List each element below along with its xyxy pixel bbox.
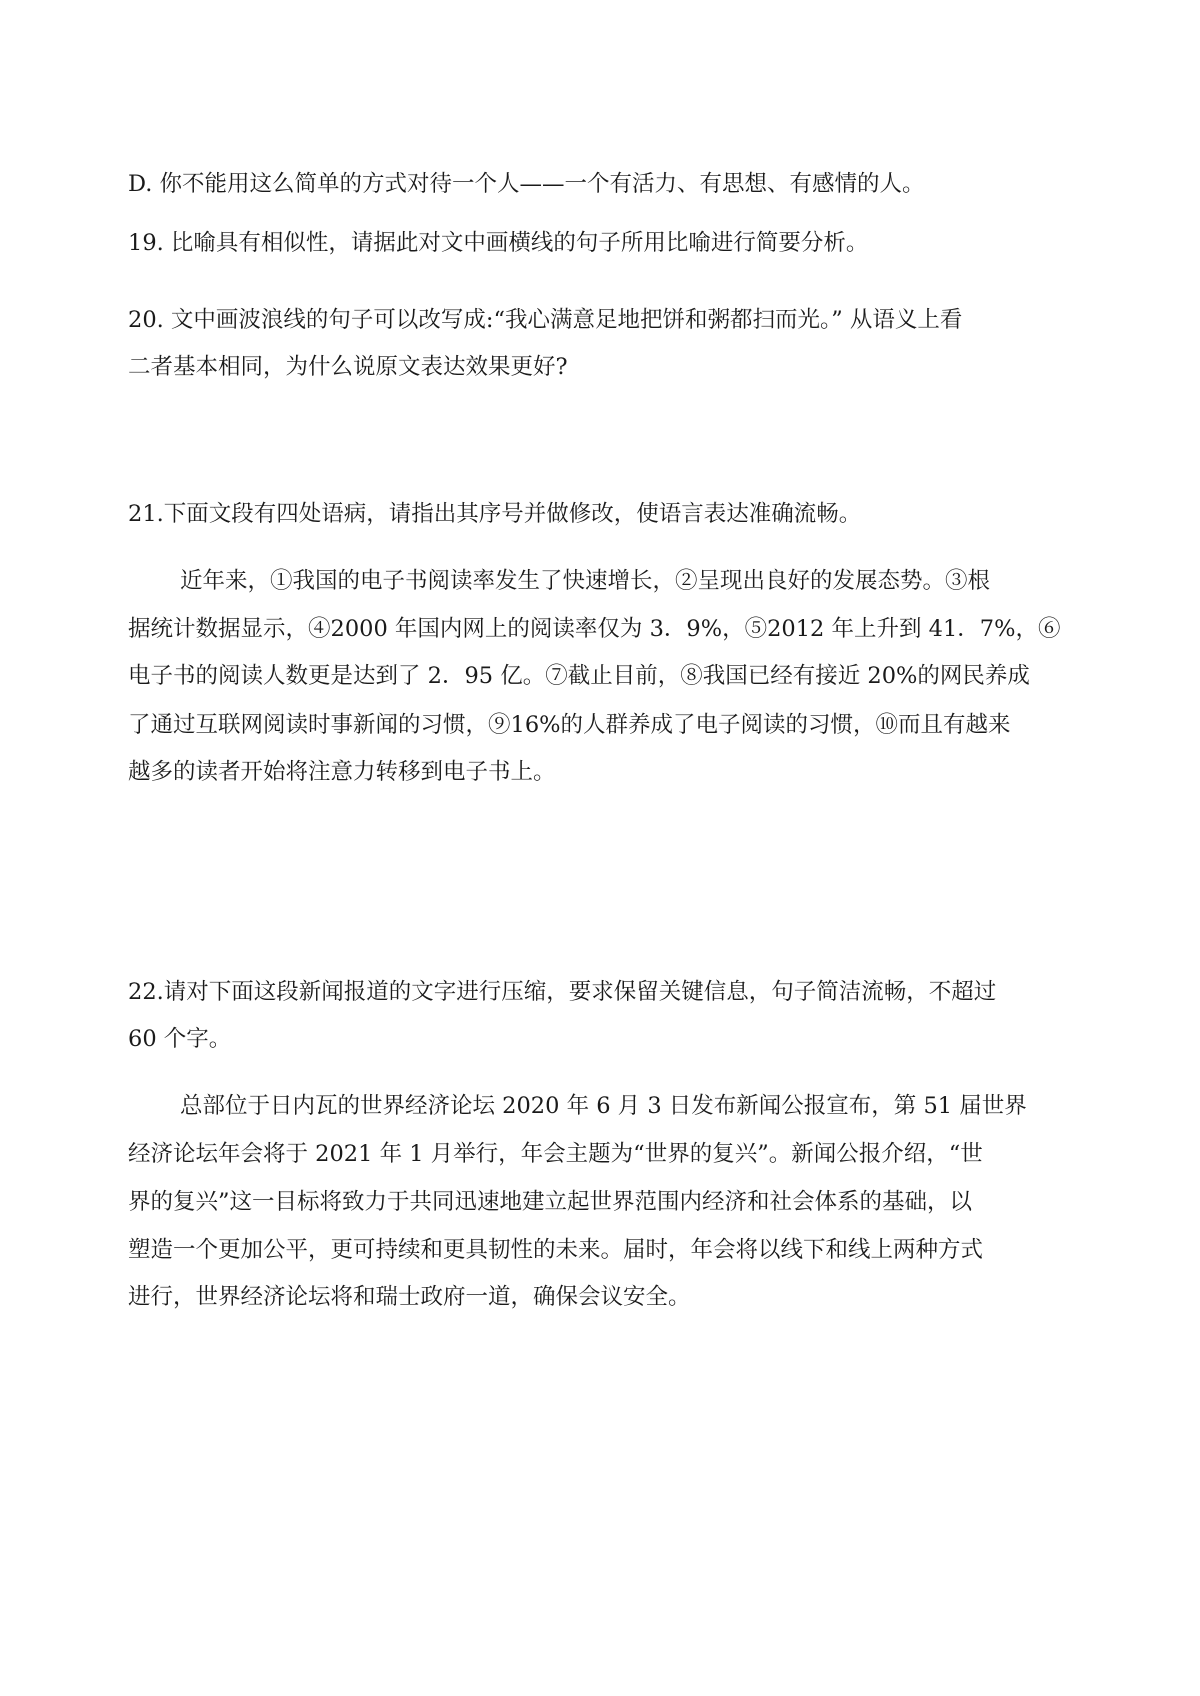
passage-22-line-2: 经济论坛年会将于 2021 年 1 月举行，年会主题为“世界的复兴”。新闻公报介绍，“世 [128, 1140, 983, 1167]
passage-21-line-4: 了通过互联网阅读时事新闻的习惯，⑨16%的人群养成了电子阅读的习惯，⑩而且有越来 [128, 711, 1011, 738]
passage-22-line-5: 进行，世界经济论坛将和瑞士政府一道，确保会议安全。 [128, 1283, 691, 1310]
question-21: 21.下面文段有四处语病，请指出其序号并做修改，使语言表达准确流畅。 [128, 500, 862, 527]
passage-21-line-1: 近年来，①我国的电子书阅读率发生了快速增长，②呈现出良好的发展态势。③根 [180, 567, 991, 594]
question-20-line-1: 20. 文中画波浪线的句子可以改写成:“我心满意足地把饼和粥都扫而光。” 从语义上看 [128, 306, 963, 333]
question-22-line-2: 60 个字。 [128, 1025, 232, 1052]
question-22-line-1: 22.请对下面这段新闻报道的文字进行压缩，要求保留关键信息，句子简洁流畅，不超过 [128, 978, 997, 1005]
question-20-line-2: 二者基本相同，为什么说原文表达效果更好? [128, 353, 568, 380]
passage-21-line-2: 据统计数据显示，④2000 年国内网上的阅读率仅为 3．9%，⑤2012 年上升到 41．7%，⑥ [128, 615, 1061, 642]
question-19: 19. 比喻具有相似性，请据此对文中画横线的句子所用比喻进行简要分析。 [128, 229, 869, 256]
passage-22-line-1: 总部位于日内瓦的世界经济论坛 2020 年 6 月 3 日发布新闻公报宣布，第 51 届世界 [180, 1092, 1027, 1119]
passage-22-line-3: 界的复兴”这一目标将致力于共同迅速地建立起世界范围内经济和社会体系的基础，以 [128, 1188, 973, 1215]
passage-21-line-3: 电子书的阅读人数更是达到了 2．95 亿。⑦截止目前，⑧我国已经有接近 20%的网民养成 [128, 662, 1030, 689]
passage-22-line-4: 塑造一个更加公平，更可持续和更具韧性的未来。届时，年会将以线下和线上两种方式 [128, 1236, 984, 1263]
option-d: D. 你不能用这么简单的方式对待一个人——一个有活力、有思想、有感情的人。 [128, 170, 925, 197]
passage-21-line-5: 越多的读者开始将注意力转移到电子书上。 [128, 758, 556, 785]
